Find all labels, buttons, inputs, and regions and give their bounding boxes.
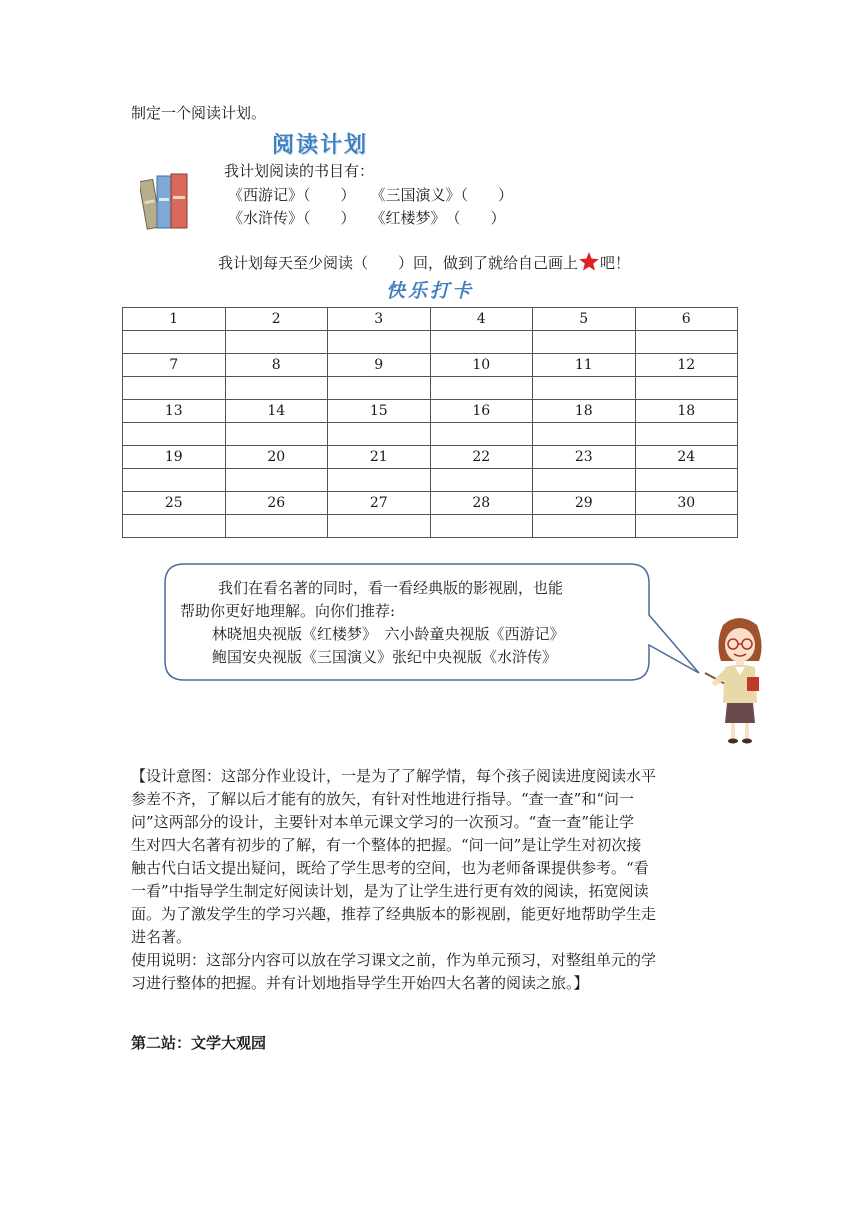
check-cell[interactable] <box>225 469 328 492</box>
punch-check-row <box>123 515 738 538</box>
check-cell[interactable] <box>123 515 226 538</box>
punch-number-row <box>123 308 738 331</box>
day-number-cell: 19 <box>123 446 226 469</box>
day-number-cell: 22 <box>430 446 533 469</box>
check-cell[interactable] <box>430 423 533 446</box>
check-cell[interactable] <box>430 331 533 354</box>
punch-number-row <box>123 354 738 377</box>
check-cell[interactable] <box>328 515 431 538</box>
daily-plan-end: 吧！ <box>600 254 631 272</box>
check-cell[interactable] <box>123 377 226 400</box>
check-cell[interactable] <box>430 377 533 400</box>
design-note-line: 面。为了激发学生的学习兴趣，推荐了经典版本的影视剧，能更好地帮助学生走 <box>131 905 657 923</box>
day-number-cell: 27 <box>328 492 431 515</box>
book-list-row: 《西游记》（ ） 《三国演义》（ ） <box>228 186 514 204</box>
day-number-cell: 14 <box>225 400 328 423</box>
check-cell[interactable] <box>533 515 636 538</box>
punch-number-row <box>123 446 738 469</box>
day-number-cell: 25 <box>123 492 226 515</box>
day-number-cell: 2 <box>225 308 328 331</box>
check-cell[interactable] <box>635 469 738 492</box>
day-number-cell: 15 <box>328 400 431 423</box>
intro-text: 制定一个阅读计划。 <box>131 104 267 122</box>
check-cell[interactable] <box>225 377 328 400</box>
check-cell[interactable] <box>635 515 738 538</box>
station-heading: 第二站：文学大观园 <box>131 1034 267 1052</box>
punch-number-row <box>123 492 738 515</box>
bubble-line: 鲍国安央视版《三国演义》张纪中央视版《水浒传》 <box>212 648 558 666</box>
book-icon <box>157 176 171 228</box>
check-cell[interactable] <box>635 331 738 354</box>
design-intent-note <box>131 765 737 995</box>
design-note-line: 生对四大名著有初步的了解，有一个整体的把握。“问一问”是让学生对初次接 <box>131 836 642 854</box>
day-number-cell: 29 <box>533 492 636 515</box>
day-number-cell: 20 <box>225 446 328 469</box>
day-number-cell: 10 <box>430 354 533 377</box>
check-cell[interactable] <box>533 331 636 354</box>
design-note-line: 一看”中指导学生制定好阅读计划，是为了让学生进行更有效的阅读，拓宽阅读 <box>131 882 649 900</box>
check-cell[interactable] <box>225 515 328 538</box>
check-cell[interactable] <box>123 423 226 446</box>
day-number-cell: 26 <box>225 492 328 515</box>
day-number-cell: 3 <box>328 308 431 331</box>
design-note-line: 进名著。 <box>131 928 192 946</box>
day-number-cell: 23 <box>533 446 636 469</box>
reading-plan-title: 阅读计划 <box>272 133 369 158</box>
daily-plan-text: 我计划每天至少阅读（ ）回，做到了就给自己画上 <box>218 254 579 272</box>
check-cell[interactable] <box>123 331 226 354</box>
check-cell[interactable] <box>533 423 636 446</box>
day-number-cell: 18 <box>533 400 636 423</box>
check-cell[interactable] <box>430 469 533 492</box>
check-cell[interactable] <box>328 377 431 400</box>
check-cell[interactable] <box>328 469 431 492</box>
check-cell[interactable] <box>533 469 636 492</box>
design-note-line: 习进行整体的把握。并有计划地指导学生开始四大名著的阅读之旅。】 <box>131 974 589 992</box>
check-cell[interactable] <box>328 423 431 446</box>
day-number-cell: 6 <box>635 308 738 331</box>
design-note-line: 问”这两部分的设计，主要针对本单元课文学习的一次预习。“查一查”能让学 <box>131 813 635 831</box>
check-cell[interactable] <box>225 331 328 354</box>
check-cell[interactable] <box>533 377 636 400</box>
punch-check-row <box>123 331 738 354</box>
punch-number-row <box>123 400 738 423</box>
bubble-line: 我们在看名著的同时，看一看经典版的影视剧，也能 <box>218 579 564 597</box>
day-number-cell: 8 <box>225 354 328 377</box>
day-number-cell: 11 <box>533 354 636 377</box>
bubble-line: 帮助你更好地理解。向你们推荐: <box>180 602 396 620</box>
day-number-cell: 9 <box>328 354 431 377</box>
design-note-line: 触古代白话文提出疑问，既给了学生思考的空间，也为老师备课提供参考。“看 <box>131 859 649 877</box>
check-cell[interactable] <box>635 377 738 400</box>
teacher-illustration <box>703 615 775 745</box>
bubble-line: 林晓旭央视版《红楼梦》 六小龄童央视版《西游记》 <box>212 625 565 643</box>
check-cell[interactable] <box>123 469 226 492</box>
day-number-cell: 18 <box>635 400 738 423</box>
day-number-cell: 30 <box>635 492 738 515</box>
punch-check-row <box>123 423 738 446</box>
design-note-line: 参差不齐，了解以后才能有的放矢，有针对性地进行指导。“查一查”和“问一 <box>131 790 635 808</box>
day-number-cell: 16 <box>430 400 533 423</box>
check-cell[interactable] <box>635 423 738 446</box>
punch-card-table <box>122 307 738 538</box>
check-cell[interactable] <box>430 515 533 538</box>
day-number-cell: 12 <box>635 354 738 377</box>
design-note-line: 使用说明：这部分内容可以放在学习课文之前，作为单元预习，对整组单元的学 <box>131 951 657 969</box>
day-number-cell: 24 <box>635 446 738 469</box>
day-number-cell: 5 <box>533 308 636 331</box>
book-list-heading: 我计划阅读的书目有： <box>224 162 375 180</box>
day-number-cell: 28 <box>430 492 533 515</box>
punch-card-title: 快乐打卡 <box>385 280 474 302</box>
punch-check-row <box>123 377 738 400</box>
star-icon <box>579 252 599 271</box>
check-cell[interactable] <box>328 331 431 354</box>
books-illustration <box>140 170 194 232</box>
recommendation-bubble <box>164 563 650 681</box>
book-list-row: 《水浒传》（ ） 《红楼梦》 （ ） <box>228 209 506 227</box>
design-note-line: 【设计意图：这部分作业设计，一是为了了解学情，每个孩子阅读进度阅读水平 <box>131 767 657 785</box>
day-number-cell: 13 <box>123 400 226 423</box>
daily-plan-sentence <box>218 252 630 273</box>
day-number-cell: 7 <box>123 354 226 377</box>
book-icon <box>171 174 187 228</box>
day-number-cell: 1 <box>123 308 226 331</box>
check-cell[interactable] <box>225 423 328 446</box>
punch-check-row <box>123 469 738 492</box>
day-number-cell: 21 <box>328 446 431 469</box>
day-number-cell: 4 <box>430 308 533 331</box>
